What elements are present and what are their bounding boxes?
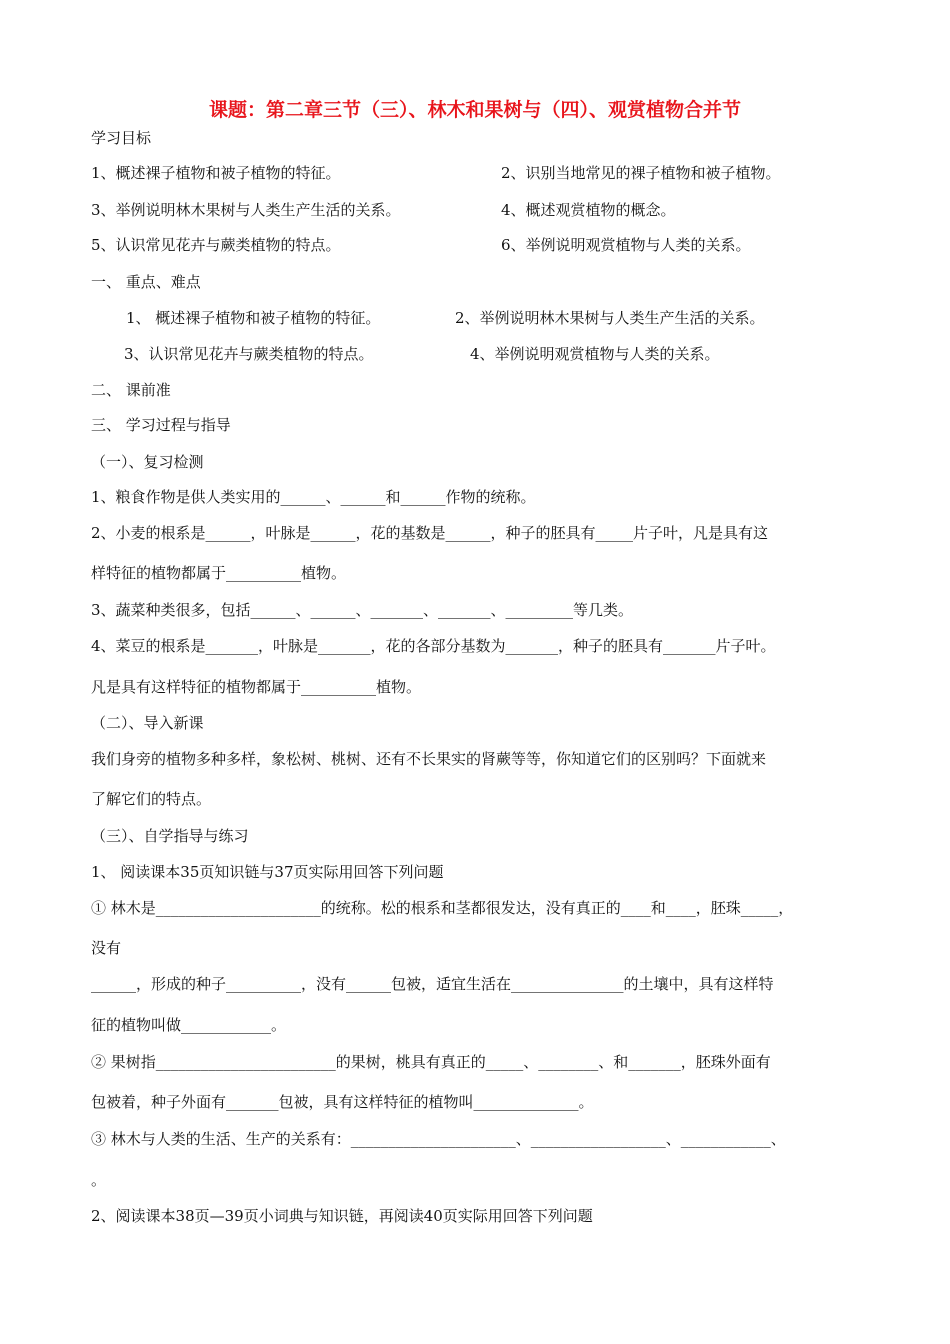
guide-line: ______，形成的种子__________，没有______包被，适宜生活在_______________的土壤中，具有这样特: [91, 975, 774, 993]
guide-line: ② 果树指________________________的果树，桃具有真正的_____、________、和_______，胚珠外面有: [91, 1053, 771, 1071]
goal-item: 2、识别当地常见的裸子植物和被子植物。: [501, 164, 781, 182]
sub-heading: （一）、复习检测: [91, 453, 204, 471]
sub-heading: （二）、导入新课: [91, 714, 204, 732]
key-point: 3、认识常见花卉与蕨类植物的特点。: [124, 345, 374, 363]
review-line: 2、小麦的根系是______，叶脉是______，花的基数是______，种子的胚具有_____片子叶，凡是具有这: [91, 524, 769, 542]
guide-line: 。: [91, 1171, 107, 1189]
goal-item: 3、举例说明林木果树与人类生产生活的关系。: [91, 201, 401, 219]
guide-line: 包被着，种子外面有_______包被，具有这样特征的植物叫______________。: [91, 1093, 594, 1111]
section-heading: 三、 学习过程与指导: [91, 416, 231, 434]
goal-item: 4、概述观赏植物的概念。: [501, 201, 676, 219]
page-title: 课题：第二章三节（三）、林木和果树与（四）、观赏植物合并节: [208, 99, 741, 121]
section-heading: 一、 重点、难点: [91, 273, 201, 291]
intro-line: 了解它们的特点。: [91, 790, 212, 808]
goal-item: 1、概述裸子植物和被子植物的特征。: [91, 164, 341, 182]
section-heading: 二、 课前准: [91, 381, 171, 399]
guide-line: 2、阅读课本38页—39页小词典与知识链，再阅读40页实际用回答下列问题: [91, 1207, 593, 1225]
sub-heading: （三）、自学指导与练习: [91, 827, 249, 845]
guide-line: ③ 林木与人类的生活、生产的关系有：______________________、__________________、____________、: [91, 1130, 786, 1148]
goal-item: 6、举例说明观赏植物与人类的关系。: [501, 236, 751, 254]
guide-line: 征的植物叫做____________。: [91, 1016, 287, 1034]
goals-heading: 学习目标: [91, 129, 152, 147]
key-point: 1、 概述裸子植物和被子植物的特征。: [126, 309, 381, 327]
review-line: 4、菜豆的根系是_______，叶脉是_______，花的各部分基数为_______，种子的胚具有_______片子叶。: [91, 637, 776, 655]
guide-line: 1、 阅读课本35页知识链与37页实际用回答下列问题: [91, 863, 444, 881]
review-line: 1、粮食作物是供人类实用的______、______和______作物的统称。: [91, 488, 536, 506]
goal-item: 5、认识常见花卉与蕨类植物的特点。: [91, 236, 341, 254]
review-line: 样特征的植物都属于__________植物。: [91, 564, 347, 582]
review-line: 凡是具有这样特征的植物都属于__________植物。: [91, 678, 422, 696]
key-point: 2、举例说明林木果树与人类生产生活的关系。: [455, 309, 765, 327]
guide-line: ① 林木是______________________的统称。松的根系和茎都很发达，没有真正的____和____，胚珠_____，: [91, 899, 794, 917]
intro-line: 我们身旁的植物多种多样，象松树、桃树、还有不长果实的肾蕨等等，你知道它们的区别吗？下面就来: [91, 750, 767, 768]
review-line: 3、蔬菜种类很多，包括______、______、_______、_______、_________等几类。: [91, 601, 634, 619]
key-point: 4、举例说明观赏植物与人类的关系。: [470, 345, 720, 363]
guide-line: 没有: [91, 939, 122, 957]
